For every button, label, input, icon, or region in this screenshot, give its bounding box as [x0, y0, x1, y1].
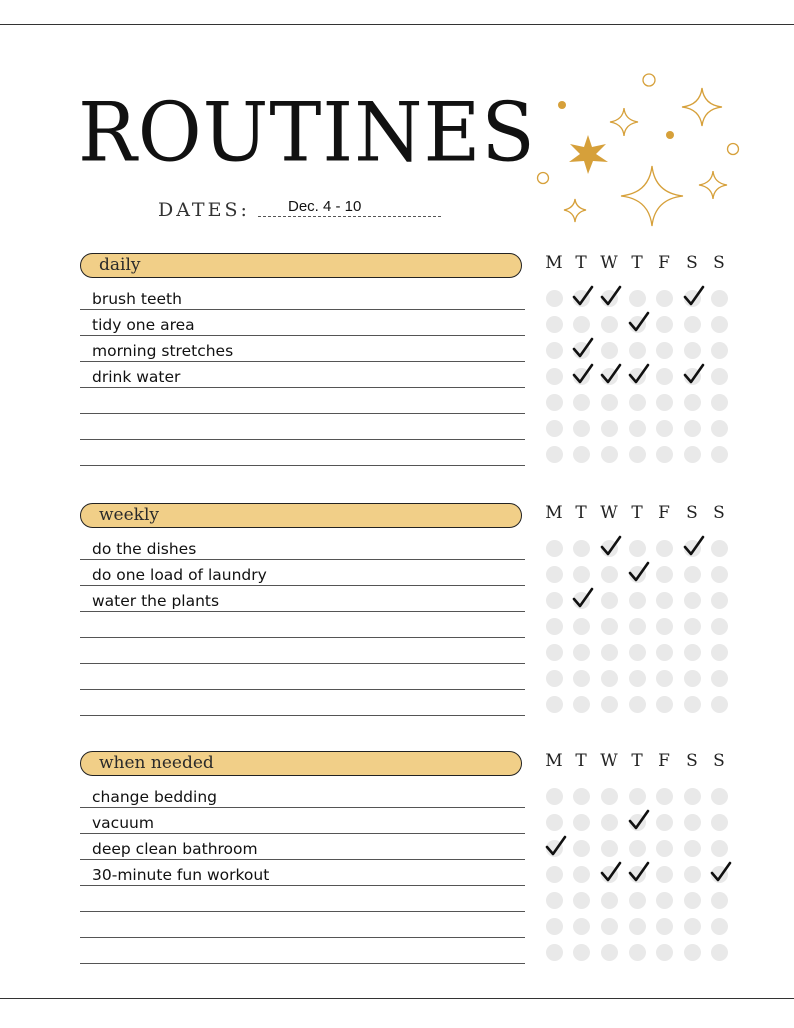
habit-dot[interactable]: [711, 290, 728, 307]
habit-dot[interactable]: [656, 394, 673, 411]
habit-dot[interactable]: [601, 316, 618, 333]
habit-dot[interactable]: [629, 342, 646, 359]
habit-dot[interactable]: [573, 670, 590, 687]
task-row[interactable]: [80, 310, 525, 336]
habit-dot[interactable]: [684, 840, 701, 857]
task-row[interactable]: [80, 362, 525, 388]
habit-dot[interactable]: [711, 670, 728, 687]
top-border: [0, 24, 794, 25]
habit-dot[interactable]: [629, 420, 646, 437]
day-header: F: [658, 751, 670, 771]
habit-dot[interactable]: [711, 592, 728, 609]
task-text: water the plants: [92, 592, 220, 610]
checkmark-icon: [627, 808, 651, 832]
checkmark-icon: [571, 284, 595, 308]
habit-dot[interactable]: [711, 618, 728, 635]
habit-dot[interactable]: [656, 446, 673, 463]
habit-dot[interactable]: [573, 840, 590, 857]
day-header: T: [575, 503, 587, 523]
task-row[interactable]: [80, 886, 525, 912]
day-header: W: [600, 751, 618, 771]
habit-dot[interactable]: [629, 840, 646, 857]
habit-dot[interactable]: [629, 696, 646, 713]
habit-dot[interactable]: [684, 696, 701, 713]
habit-dot[interactable]: [684, 618, 701, 635]
habit-dot[interactable]: [711, 918, 728, 935]
habit-dot[interactable]: [573, 316, 590, 333]
task-text: do the dishes: [92, 540, 197, 558]
task-row[interactable]: [80, 834, 525, 860]
habit-dot[interactable]: [601, 592, 618, 609]
habit-dot[interactable]: [601, 420, 618, 437]
task-row[interactable]: [80, 612, 525, 638]
habit-dot[interactable]: [601, 644, 618, 661]
section-label: daily: [99, 255, 141, 275]
task-row[interactable]: [80, 638, 525, 664]
habit-dot[interactable]: [711, 892, 728, 909]
task-row[interactable]: [80, 912, 525, 938]
day-header: S: [713, 253, 725, 273]
habit-dot[interactable]: [656, 696, 673, 713]
task-row[interactable]: [80, 440, 525, 466]
task-row[interactable]: [80, 808, 525, 834]
day-header: S: [686, 751, 698, 771]
habit-dot[interactable]: [656, 540, 673, 557]
habit-dot[interactable]: [684, 918, 701, 935]
checkmark-icon: [627, 560, 651, 584]
task-row[interactable]: [80, 586, 525, 612]
task-row[interactable]: [80, 336, 525, 362]
habit-dot[interactable]: [656, 316, 673, 333]
day-header: M: [545, 253, 563, 273]
task-text: vacuum: [92, 814, 154, 832]
habit-dot[interactable]: [601, 696, 618, 713]
checkmark-icon: [627, 860, 651, 884]
task-text: deep clean bathroom: [92, 840, 258, 858]
habit-dot[interactable]: [546, 420, 563, 437]
habit-dot[interactable]: [684, 446, 701, 463]
habit-dot[interactable]: [656, 368, 673, 385]
day-header: T: [575, 253, 587, 273]
habit-dot[interactable]: [656, 840, 673, 857]
task-row[interactable]: [80, 284, 525, 310]
day-header: F: [658, 503, 670, 523]
habit-dot[interactable]: [546, 892, 563, 909]
task-row[interactable]: [80, 782, 525, 808]
habit-dot[interactable]: [711, 394, 728, 411]
habit-dot[interactable]: [629, 446, 646, 463]
habit-dot[interactable]: [711, 368, 728, 385]
habit-dot[interactable]: [601, 814, 618, 831]
habit-dot[interactable]: [573, 696, 590, 713]
habit-dot[interactable]: [546, 944, 563, 961]
habit-dot[interactable]: [601, 342, 618, 359]
habit-dot[interactable]: [601, 446, 618, 463]
habit-dot[interactable]: [656, 892, 673, 909]
habit-dot[interactable]: [684, 944, 701, 961]
habit-dot[interactable]: [573, 788, 590, 805]
habit-dot[interactable]: [573, 866, 590, 883]
habit-dot[interactable]: [546, 592, 563, 609]
day-header: T: [575, 751, 587, 771]
task-row[interactable]: [80, 938, 525, 964]
habit-dot[interactable]: [684, 866, 701, 883]
habit-dot[interactable]: [684, 814, 701, 831]
habit-dot[interactable]: [546, 618, 563, 635]
day-header: T: [631, 503, 643, 523]
checkmark-icon: [571, 362, 595, 386]
habit-dot[interactable]: [601, 670, 618, 687]
habit-dot[interactable]: [711, 814, 728, 831]
habit-dot[interactable]: [601, 566, 618, 583]
habit-dot[interactable]: [711, 316, 728, 333]
checkmark-icon: [627, 362, 651, 386]
task-text: do one load of laundry: [92, 566, 267, 584]
section-label: weekly: [99, 505, 160, 525]
checkmark-icon: [571, 336, 595, 360]
day-header: W: [600, 503, 618, 523]
habit-dot[interactable]: [656, 566, 673, 583]
task-row[interactable]: [80, 860, 525, 886]
day-header: M: [545, 503, 563, 523]
habit-dot[interactable]: [684, 892, 701, 909]
checkmark-icon: [682, 284, 706, 308]
habit-dot[interactable]: [546, 866, 563, 883]
habit-dot[interactable]: [711, 420, 728, 437]
habit-dot[interactable]: [684, 644, 701, 661]
habit-dot[interactable]: [573, 446, 590, 463]
habit-dot[interactable]: [629, 290, 646, 307]
habit-dot[interactable]: [573, 892, 590, 909]
habit-dot[interactable]: [629, 394, 646, 411]
habit-dot[interactable]: [656, 420, 673, 437]
habit-dot[interactable]: [629, 944, 646, 961]
task-text: brush teeth: [92, 290, 182, 308]
habit-dot[interactable]: [656, 290, 673, 307]
task-text: change bedding: [92, 788, 217, 806]
checkmark-icon: [599, 534, 623, 558]
checkmark-icon: [599, 284, 623, 308]
habit-dot[interactable]: [711, 944, 728, 961]
habit-dot[interactable]: [629, 618, 646, 635]
task-row[interactable]: [80, 388, 525, 414]
habit-dot[interactable]: [656, 944, 673, 961]
dates-value[interactable]: Dec. 4 - 10: [288, 198, 362, 215]
habit-dot[interactable]: [573, 420, 590, 437]
habit-dot[interactable]: [629, 592, 646, 609]
day-header: T: [631, 253, 643, 273]
habit-dot[interactable]: [684, 566, 701, 583]
task-text: drink water: [92, 368, 181, 386]
habit-dot[interactable]: [573, 566, 590, 583]
habit-dot[interactable]: [629, 892, 646, 909]
task-text: morning stretches: [92, 342, 234, 360]
habit-dot[interactable]: [684, 316, 701, 333]
day-header: W: [600, 253, 618, 273]
habit-dot[interactable]: [656, 866, 673, 883]
dates-label: DATES:: [158, 199, 250, 221]
section-label: when needed: [99, 753, 214, 773]
habit-dot[interactable]: [546, 290, 563, 307]
habit-dot[interactable]: [546, 342, 563, 359]
checkmark-icon: [571, 586, 595, 610]
habit-dot[interactable]: [656, 592, 673, 609]
bottom-border: [0, 998, 794, 999]
day-header: T: [631, 751, 643, 771]
habit-dot[interactable]: [711, 566, 728, 583]
task-text: 30-minute fun workout: [92, 866, 270, 884]
habit-dot[interactable]: [684, 342, 701, 359]
habit-dot[interactable]: [546, 368, 563, 385]
habit-dot[interactable]: [656, 644, 673, 661]
checkmark-icon: [544, 834, 568, 858]
habit-dot[interactable]: [573, 918, 590, 935]
sparkles-decoration-icon: [530, 68, 750, 228]
section-header-when-needed: [80, 751, 522, 776]
habit-dot[interactable]: [601, 840, 618, 857]
habit-dot[interactable]: [656, 670, 673, 687]
habit-dot[interactable]: [601, 944, 618, 961]
habit-dot[interactable]: [573, 540, 590, 557]
habit-dot[interactable]: [546, 644, 563, 661]
habit-dot[interactable]: [629, 670, 646, 687]
habit-dot[interactable]: [656, 342, 673, 359]
habit-dot[interactable]: [711, 342, 728, 359]
habit-dot[interactable]: [573, 944, 590, 961]
habit-dot[interactable]: [601, 892, 618, 909]
habit-dot[interactable]: [546, 788, 563, 805]
task-row[interactable]: [80, 664, 525, 690]
page-title: ROUTINES: [78, 85, 536, 181]
checkmark-icon: [682, 362, 706, 386]
section-header-daily: [80, 253, 522, 278]
task-row[interactable]: [80, 534, 525, 560]
habit-dot[interactable]: [684, 394, 701, 411]
habit-dot[interactable]: [546, 670, 563, 687]
day-header: S: [713, 503, 725, 523]
day-header: S: [686, 503, 698, 523]
habit-dot[interactable]: [546, 814, 563, 831]
task-text: tidy one area: [92, 316, 195, 334]
habit-dot[interactable]: [711, 696, 728, 713]
habit-dot[interactable]: [601, 918, 618, 935]
habit-dot[interactable]: [573, 394, 590, 411]
habit-dot[interactable]: [711, 540, 728, 557]
habit-dot[interactable]: [684, 670, 701, 687]
habit-dot[interactable]: [711, 788, 728, 805]
habit-dot[interactable]: [656, 814, 673, 831]
habit-dot[interactable]: [711, 446, 728, 463]
habit-dot[interactable]: [629, 788, 646, 805]
habit-dot[interactable]: [629, 540, 646, 557]
checkmark-icon: [599, 362, 623, 386]
task-row[interactable]: [80, 560, 525, 586]
day-header: M: [545, 751, 563, 771]
habit-dot[interactable]: [684, 420, 701, 437]
habit-dot[interactable]: [684, 788, 701, 805]
habit-dot[interactable]: [684, 592, 701, 609]
habit-dot[interactable]: [711, 644, 728, 661]
habit-dot[interactable]: [656, 618, 673, 635]
habit-dot[interactable]: [573, 644, 590, 661]
dates-underline: [258, 216, 441, 217]
day-header: S: [686, 253, 698, 273]
habit-dot[interactable]: [573, 618, 590, 635]
habit-dot[interactable]: [546, 918, 563, 935]
checkmark-icon: [709, 860, 733, 884]
habit-dot[interactable]: [601, 618, 618, 635]
habit-dot[interactable]: [601, 788, 618, 805]
habit-dot[interactable]: [629, 918, 646, 935]
checkmark-icon: [627, 310, 651, 334]
checkmark-icon: [599, 860, 623, 884]
habit-dot[interactable]: [656, 788, 673, 805]
habit-dot[interactable]: [546, 446, 563, 463]
task-row[interactable]: [80, 690, 525, 716]
task-row[interactable]: [80, 414, 525, 440]
day-header: F: [658, 253, 670, 273]
section-header-weekly: [80, 503, 522, 528]
habit-dot[interactable]: [629, 644, 646, 661]
checkmark-icon: [682, 534, 706, 558]
habit-dot[interactable]: [711, 840, 728, 857]
habit-dot[interactable]: [546, 316, 563, 333]
habit-dot[interactable]: [546, 540, 563, 557]
habit-dot[interactable]: [546, 696, 563, 713]
habit-dot[interactable]: [546, 566, 563, 583]
habit-dot[interactable]: [656, 918, 673, 935]
habit-dot[interactable]: [546, 394, 563, 411]
day-header: S: [713, 751, 725, 771]
habit-dot[interactable]: [573, 814, 590, 831]
habit-dot[interactable]: [601, 394, 618, 411]
